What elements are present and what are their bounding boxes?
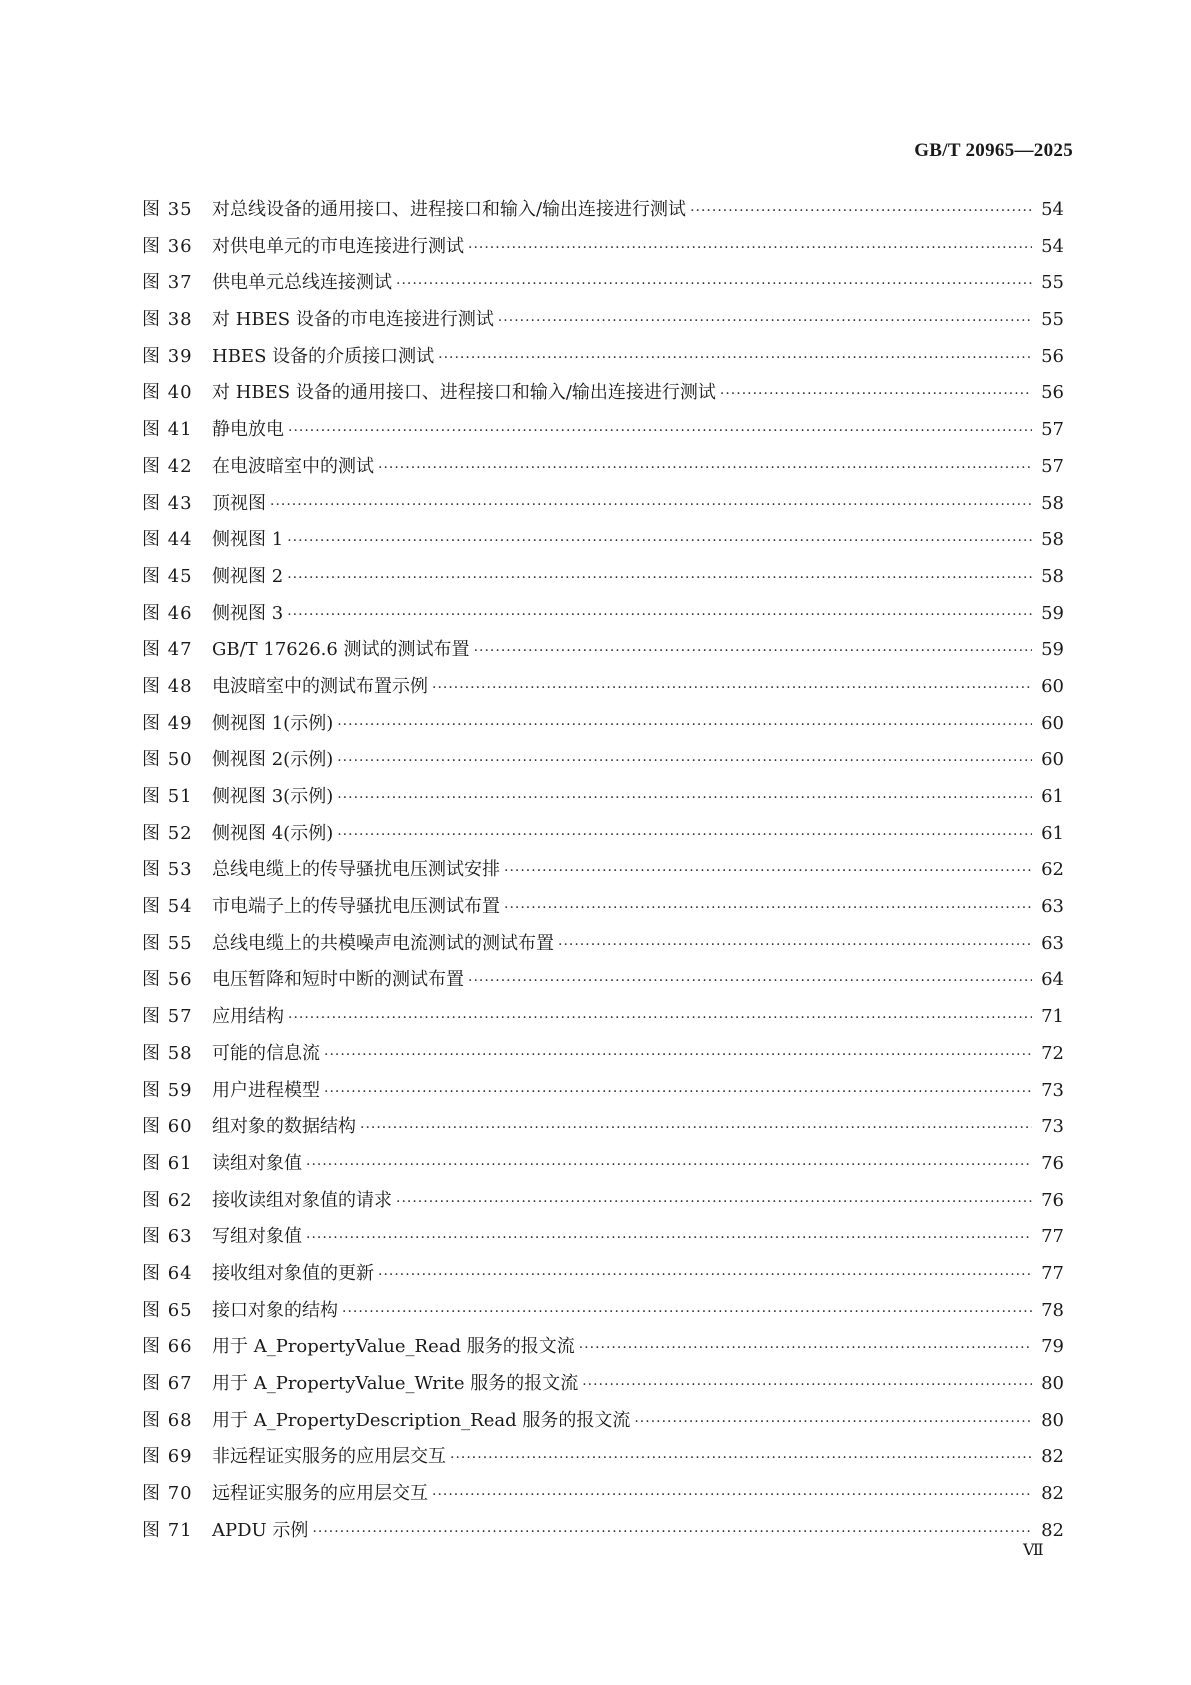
figure-number: 图 51 [142, 786, 193, 807]
figure-title: 可能的信息流 [212, 1042, 320, 1064]
toc-entry[interactable] [142, 1439, 1064, 1476]
dot-leader [432, 670, 1032, 707]
dot-leader [396, 266, 1032, 303]
figure-title: 静电放电 [212, 419, 284, 441]
dot-leader [324, 1037, 1032, 1074]
toc-entry[interactable] [142, 192, 1064, 229]
page-reference: 62 [1041, 859, 1064, 881]
figure-number: 图 54 [142, 896, 193, 918]
toc-entry[interactable] [142, 302, 1064, 339]
page-reference: 56 [1041, 382, 1064, 404]
toc-entry[interactable] [142, 1219, 1064, 1256]
figure-number: 图 59 [142, 1079, 193, 1101]
toc-entry[interactable] [142, 852, 1064, 889]
toc-entry[interactable] [142, 1146, 1064, 1183]
page-reference: 71 [1041, 1006, 1064, 1028]
page-reference: 79 [1041, 1336, 1064, 1358]
toc-entry[interactable] [142, 1366, 1064, 1403]
figure-title: 侧视图 3(示例) [212, 786, 334, 807]
toc-entry[interactable] [142, 1073, 1064, 1110]
dot-leader [504, 890, 1032, 927]
page-reference: 77 [1041, 1226, 1064, 1248]
page-reference: 72 [1041, 1042, 1064, 1064]
page-reference: 57 [1041, 419, 1064, 441]
figure-title: 侧视图 1(示例) [212, 712, 334, 734]
dot-leader [378, 450, 1032, 487]
figure-title: 对 HBES 设备的市电连接进行测试 [212, 309, 494, 331]
dot-leader [396, 1184, 1032, 1221]
toc-entry[interactable] [142, 486, 1064, 523]
toc-entry[interactable] [142, 596, 1064, 633]
figure-title: APDU 示例 [212, 1519, 309, 1541]
page-reference: 82 [1041, 1483, 1064, 1505]
page-reference: 61 [1041, 786, 1064, 807]
page-reference: 78 [1041, 1299, 1064, 1321]
figure-number: 图 69 [142, 1446, 193, 1468]
figure-title: 总线电缆上的传导骚扰电压测试安排 [212, 859, 500, 881]
dot-leader [288, 413, 1032, 450]
toc-entry[interactable] [142, 742, 1064, 779]
page-reference: 56 [1041, 345, 1064, 367]
figure-number: 图 49 [142, 712, 193, 734]
figure-title: 侧视图 2(示例) [212, 749, 334, 771]
dot-leader [450, 1440, 1032, 1477]
figure-number: 图 47 [142, 639, 193, 661]
figure-number: 图 70 [142, 1483, 193, 1505]
page-reference: 54 [1041, 235, 1064, 257]
figure-title: 侧视图 3 [212, 602, 284, 624]
figure-number: 图 58 [142, 1042, 193, 1064]
toc-entry[interactable] [142, 962, 1064, 999]
page-reference: 63 [1041, 896, 1064, 918]
toc-entry[interactable] [142, 265, 1064, 302]
page-reference: 55 [1041, 272, 1064, 294]
figure-number: 图 41 [142, 419, 193, 441]
dot-leader [378, 1257, 1032, 1294]
dot-leader [634, 1404, 1032, 1441]
figure-number: 图 64 [142, 1262, 193, 1284]
dot-leader [324, 1074, 1032, 1111]
figure-title: 远程证实服务的应用层交互 [212, 1483, 428, 1505]
dot-leader [337, 780, 1032, 817]
dot-leader [579, 1330, 1032, 1367]
figure-number: 图 42 [142, 455, 193, 477]
figure-number: 图 53 [142, 859, 193, 881]
figure-number: 图 36 [142, 235, 193, 257]
page-reference: 57 [1041, 455, 1064, 477]
page-reference: 73 [1041, 1116, 1064, 1138]
dot-leader [468, 963, 1032, 1000]
page-reference: 82 [1041, 1446, 1064, 1468]
toc-entry[interactable] [142, 889, 1064, 926]
figure-number: 图 40 [142, 382, 193, 404]
dot-leader [306, 1220, 1032, 1257]
figure-number: 图 60 [142, 1116, 193, 1138]
page-reference: 77 [1041, 1262, 1064, 1284]
figure-title: 在电波暗室中的测试 [212, 455, 374, 477]
dot-leader [468, 230, 1032, 267]
figure-number: 图 46 [142, 602, 193, 624]
dot-leader [270, 487, 1032, 524]
toc-entry[interactable] [142, 1256, 1064, 1293]
figure-title: 接收组对象值的更新 [212, 1262, 374, 1284]
figure-title: 用户进程模型 [212, 1079, 320, 1101]
page-reference: 80 [1041, 1373, 1064, 1394]
figure-number: 图 35 [142, 199, 193, 220]
toc-entry[interactable] [142, 229, 1064, 266]
toc-entry[interactable] [142, 669, 1064, 706]
figure-number: 图 48 [142, 675, 193, 697]
toc-entry[interactable] [142, 412, 1064, 449]
page-reference: 55 [1041, 309, 1064, 331]
figure-number: 图 37 [142, 272, 193, 294]
figure-number: 图 43 [142, 492, 193, 514]
dot-leader [360, 1110, 1032, 1147]
figure-number: 图 61 [142, 1152, 193, 1174]
figure-number: 图 55 [142, 932, 193, 954]
page-reference: 82 [1041, 1519, 1064, 1541]
toc-entry[interactable] [142, 522, 1064, 559]
figure-title: 电压暂降和短时中断的测试布置 [212, 969, 464, 991]
toc-entry[interactable] [142, 1513, 1064, 1550]
dot-leader [312, 1514, 1032, 1551]
figure-title: 市电端子上的传导骚扰电压测试布置 [212, 896, 500, 918]
figure-list [142, 192, 1064, 1549]
toc-entry[interactable] [142, 339, 1064, 376]
dot-leader [287, 597, 1032, 634]
toc-entry[interactable] [142, 926, 1064, 963]
page-reference: 60 [1041, 749, 1064, 771]
dot-leader [432, 1477, 1032, 1514]
figure-number: 图 67 [142, 1373, 193, 1394]
page-reference: 58 [1041, 529, 1064, 551]
figure-title: 读组对象值 [212, 1152, 302, 1174]
figure-title: 侧视图 1 [212, 529, 284, 551]
figure-title: 接口对象的结构 [212, 1299, 338, 1321]
figure-number: 图 68 [142, 1409, 193, 1431]
dot-leader [306, 1147, 1032, 1184]
figure-number: 图 39 [142, 345, 193, 367]
dot-leader [504, 853, 1032, 890]
dot-leader [558, 927, 1032, 964]
figure-title: 电波暗室中的测试布置示例 [212, 675, 428, 697]
toc-entry[interactable] [142, 999, 1064, 1036]
page-reference: 54 [1041, 199, 1064, 220]
figure-number: 图 66 [142, 1336, 193, 1358]
page-reference: 58 [1041, 492, 1064, 514]
toc-entry[interactable] [142, 1329, 1064, 1366]
page-reference: 60 [1041, 675, 1064, 697]
page-reference: 59 [1041, 602, 1064, 624]
toc-entry[interactable] [142, 1403, 1064, 1440]
dot-leader [582, 1367, 1032, 1404]
dot-leader [288, 1000, 1032, 1037]
figure-title: 对供电单元的市电连接进行测试 [212, 235, 464, 257]
page-reference: 76 [1041, 1189, 1064, 1211]
figure-number: 图 38 [142, 309, 193, 331]
dot-leader [690, 193, 1032, 230]
toc-entry[interactable] [142, 1476, 1064, 1513]
toc-entry[interactable] [142, 449, 1064, 486]
figure-title: 写组对象值 [212, 1226, 302, 1248]
figure-title: 对 HBES 设备的通用接口、进程接口和输入/输出连接进行测试 [212, 382, 716, 404]
toc-entry[interactable] [142, 375, 1064, 412]
figure-number: 图 62 [142, 1189, 193, 1211]
dot-leader [337, 817, 1032, 854]
document-id-header: GB/T 20965—2025 [914, 140, 1073, 161]
figure-number: 图 44 [142, 529, 193, 551]
figure-number: 图 45 [142, 565, 193, 587]
figure-number: 图 52 [142, 822, 193, 844]
page-reference: 63 [1041, 932, 1064, 954]
figure-number: 图 50 [142, 749, 193, 771]
toc-entry[interactable] [142, 779, 1064, 816]
figure-title: 顶视图 [212, 492, 266, 514]
dot-leader [287, 523, 1032, 560]
dot-leader [337, 707, 1032, 744]
toc-entry[interactable] [142, 1293, 1064, 1330]
figure-title: GB/T 17626.6 测试的测试布置 [212, 639, 470, 661]
dot-leader [720, 376, 1032, 413]
page-reference: 61 [1041, 822, 1064, 844]
dot-leader [438, 340, 1032, 377]
figure-title: HBES 设备的介质接口测试 [212, 345, 435, 367]
page-reference: 59 [1041, 639, 1064, 661]
dot-leader [474, 633, 1032, 670]
page-number: Ⅶ [1023, 1542, 1044, 1559]
dot-leader [287, 560, 1032, 597]
toc-entry[interactable] [142, 1183, 1064, 1220]
toc-entry[interactable] [142, 632, 1064, 669]
figure-title: 应用结构 [212, 1006, 284, 1028]
figure-title: 用于 A_PropertyValue_Write 服务的报文流 [212, 1373, 579, 1394]
toc-entry[interactable] [142, 1036, 1064, 1073]
figure-title: 用于 A_PropertyDescription_Read 服务的报文流 [212, 1409, 631, 1431]
toc-entry[interactable] [142, 559, 1064, 596]
figure-title: 侧视图 2 [212, 565, 284, 587]
page-reference: 76 [1041, 1152, 1064, 1174]
toc-entry[interactable] [142, 816, 1064, 853]
toc-entry[interactable] [142, 1109, 1064, 1146]
page-reference: 73 [1041, 1079, 1064, 1101]
figure-title: 供电单元总线连接测试 [212, 272, 392, 294]
figure-title: 用于 A_PropertyValue_Read 服务的报文流 [212, 1336, 575, 1358]
figure-number: 图 65 [142, 1299, 193, 1321]
figure-title: 总线电缆上的共模噪声电流测试的测试布置 [212, 932, 554, 954]
page-reference: 60 [1041, 712, 1064, 734]
page-reference: 80 [1041, 1409, 1064, 1431]
toc-entry[interactable] [142, 706, 1064, 743]
figure-title: 组对象的数据结构 [212, 1116, 356, 1138]
figure-title: 非远程证实服务的应用层交互 [212, 1446, 446, 1468]
dot-leader [342, 1294, 1032, 1331]
figure-title: 对总线设备的通用接口、进程接口和输入/输出连接进行测试 [212, 199, 687, 220]
figure-title: 侧视图 4(示例) [212, 822, 334, 844]
figure-number: 图 56 [142, 969, 193, 991]
figure-title: 接收读组对象值的请求 [212, 1189, 392, 1211]
figure-number: 图 63 [142, 1226, 193, 1248]
page-reference: 64 [1041, 969, 1064, 991]
page-reference: 58 [1041, 565, 1064, 587]
dot-leader [498, 303, 1032, 340]
figure-number: 图 71 [142, 1519, 193, 1541]
dot-leader [337, 743, 1032, 780]
figure-number: 图 57 [142, 1006, 193, 1028]
